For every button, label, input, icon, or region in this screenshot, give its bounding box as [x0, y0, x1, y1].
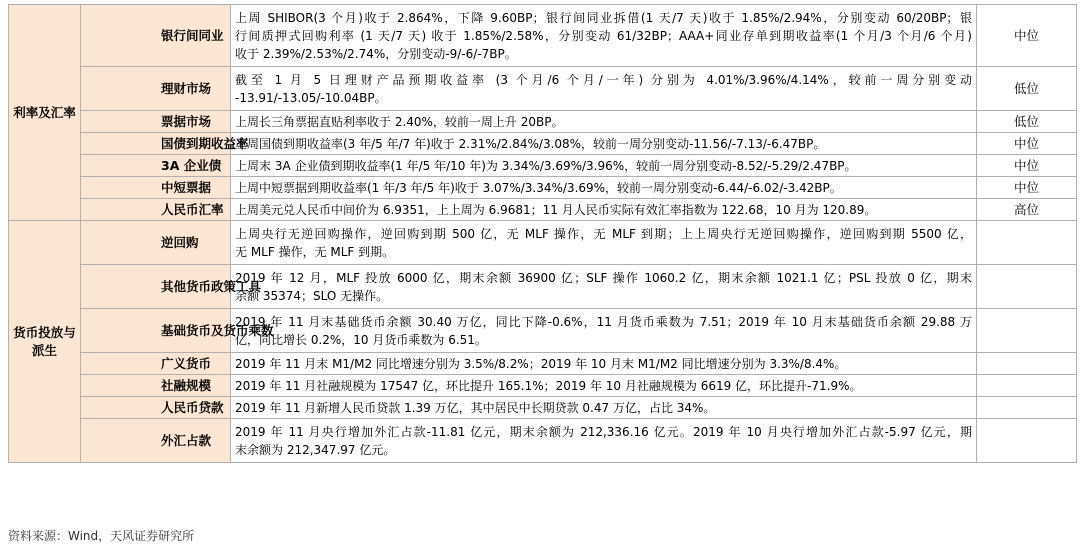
table-body — [9, 5, 1077, 463]
description-cell — [231, 67, 977, 111]
description-cell — [231, 111, 977, 133]
description-line: 2019 年 12 月，MLF 投放 6000 亿，期末余额 36900 亿；SLF 操作 1060.2 亿，期末余额 1021.1 亿；PSL 投放 0 亿，期末 — [235, 270, 972, 285]
description-cell — [231, 133, 977, 155]
description-line: 2019 年 11 月央行增加外汇占款-11.81 亿元，期末余额为 212,336.16 亿元。2019 年 10 月央行增加外汇占款-5.97 亿元，期 — [235, 424, 972, 439]
table-row — [9, 265, 1077, 309]
item-cell: 逆回购 — [81, 221, 231, 265]
table-row — [9, 375, 1077, 397]
description-line: 收于 2.39%/2.53%/2.74%，分别变动-9/-6/-7BP。 — [235, 46, 517, 61]
table-row — [9, 419, 1077, 463]
item-cell: 理财市场 — [81, 67, 231, 111]
level-cell: 中位 — [977, 177, 1077, 199]
description-line: 行间质押式回购利率 (1 天/7 天) 收于 1.85%/2.58%，分别变动 61/32BP；AAA+同业存单到期收益率(1 个月/3 个月/6 个月) — [235, 28, 972, 43]
description-cell — [231, 353, 977, 375]
item-cell: 外汇占款 — [81, 419, 231, 463]
level-cell: 低位 — [977, 111, 1077, 133]
category-cell: 货币投放与派生 — [9, 221, 81, 463]
level-cell — [977, 265, 1077, 309]
description-line: 上周 SHIBOR(3 个月)收于 2.864%，下降 9.60BP；银行间同业拆借(1 天/7 天)收于 1.85%/2.94%，分别变动 60/20BP；银 — [235, 10, 972, 25]
description-line: 2019 年 11 月末 M1/M2 同比增速分别为 3.5%/8.2%；2019 年 10 月末 M1/M2 同比增速分别为 3.3%/8.4%。 — [235, 356, 847, 371]
table-row — [9, 397, 1077, 419]
description-cell — [231, 397, 977, 419]
level-cell: 中位 — [977, 133, 1077, 155]
level-cell — [977, 375, 1077, 397]
item-cell: 广义货币 — [81, 353, 231, 375]
description-cell — [231, 419, 977, 463]
description-cell — [231, 375, 977, 397]
description-cell — [231, 5, 977, 67]
level-cell: 中位 — [977, 155, 1077, 177]
table-row — [9, 155, 1077, 177]
level-cell: 中位 — [977, 5, 1077, 67]
description-line: 2019 年 11 月末基础货币余额 30.40 万亿，同比下降-0.6%，11 月货币乘数为 7.51；2019 年 10 月末基础货币余额 29.88 万 — [235, 314, 972, 329]
table-wrap — [8, 4, 1076, 463]
table-row — [9, 353, 1077, 375]
table-row — [9, 111, 1077, 133]
description-cell — [231, 199, 977, 221]
description-cell — [231, 155, 977, 177]
description-line: 上周末 3A 企业债到期收益率(1 年/5 年/10 年)为 3.34%/3.69%/3.96%，较前一周分别变动-8.52/-5.29/2.47BP。 — [235, 158, 857, 173]
table-row — [9, 199, 1077, 221]
description-line: 亿，同比增长 0.2%，10 月货币乘数为 6.51。 — [235, 332, 487, 347]
item-cell: 社融规模 — [81, 375, 231, 397]
table-row — [9, 309, 1077, 353]
description-line: 上周中短票据到期收益率(1 年/3 年/5 年)收于 3.07%/3.34%/3.69%，较前一周分别变动-6.44/-6.02/-3.42BP。 — [235, 180, 842, 195]
description-line: -13.91/-13.05/-10.04BP。 — [235, 90, 387, 105]
item-cell: 3A 企业债 — [81, 155, 231, 177]
item-cell: 人民币贷款 — [81, 397, 231, 419]
description-line: 2019 年 11 月新增人民币贷款 1.39 万亿，其中居民中长期贷款 0.47 万亿，占比 34%。 — [235, 400, 716, 415]
level-cell — [977, 221, 1077, 265]
item-cell: 基础货币及货币乘数 — [81, 309, 231, 353]
description-cell — [231, 177, 977, 199]
table-row — [9, 221, 1077, 265]
table-row — [9, 5, 1077, 67]
level-cell: 高位 — [977, 199, 1077, 221]
description-line: 上周长三角票据直贴利率收于 2.40%，较前一周上升 20BP。 — [235, 114, 564, 129]
item-cell: 中短票据 — [81, 177, 231, 199]
description-line: 2019 年 11 月社融规模为 17547 亿，环比提升 165.1%；2019 年 10 月社融规模为 6619 亿，环比提升-71.9%。 — [235, 378, 862, 393]
item-cell: 银行间同业 — [81, 5, 231, 67]
table-row — [9, 177, 1077, 199]
level-cell — [977, 419, 1077, 463]
description-cell — [231, 309, 977, 353]
item-cell: 国债到期收益率 — [81, 133, 231, 155]
table-row — [9, 67, 1077, 111]
level-cell — [977, 353, 1077, 375]
description-line: 上周央行无逆回购操作，逆回购到期 500 亿，无 MLF 操作，无 MLF 到期；上上周央行无逆回购操作，逆回购到期 5500 亿， — [235, 226, 972, 241]
description-line: 上周国债到期收益率(3 年/5 年/7 年)收于 2.31%/2.84%/3.08%，较前一周分别变动-11.56/-7.13/-6.47BP。 — [235, 136, 826, 151]
source-note: 资料来源：Wind，天风证券研究所 — [8, 529, 195, 543]
description-line: 无 MLF 操作，无 MLF 到期。 — [235, 244, 395, 259]
category-cell: 利率及汇率 — [9, 5, 81, 221]
description-line: 余额 35374；SLO 无操作。 — [235, 288, 389, 303]
description-line: 末余额为 212,347.97 亿元。 — [235, 442, 396, 457]
level-cell: 低位 — [977, 67, 1077, 111]
table-row — [9, 133, 1077, 155]
description-cell — [231, 265, 977, 309]
item-cell: 人民币汇率 — [81, 199, 231, 221]
level-cell — [977, 309, 1077, 353]
item-cell: 其他货币政策工具 — [81, 265, 231, 309]
level-cell — [977, 397, 1077, 419]
description-cell — [231, 221, 977, 265]
description-line: 上周美元兑人民币中间价为 6.9351，上上周为 6.9681；11 月人民币实际有效汇率指数为 122.68，10 月为 120.89。 — [235, 202, 877, 217]
summary-table — [8, 4, 1077, 463]
description-line: 截至 1 月 5 日理财产品预期收益率 (3 个月/6 个月/一年) 分别为 4.01%/3.96%/4.14%，较前一周分别变动 — [235, 72, 972, 87]
item-cell: 票据市场 — [81, 111, 231, 133]
